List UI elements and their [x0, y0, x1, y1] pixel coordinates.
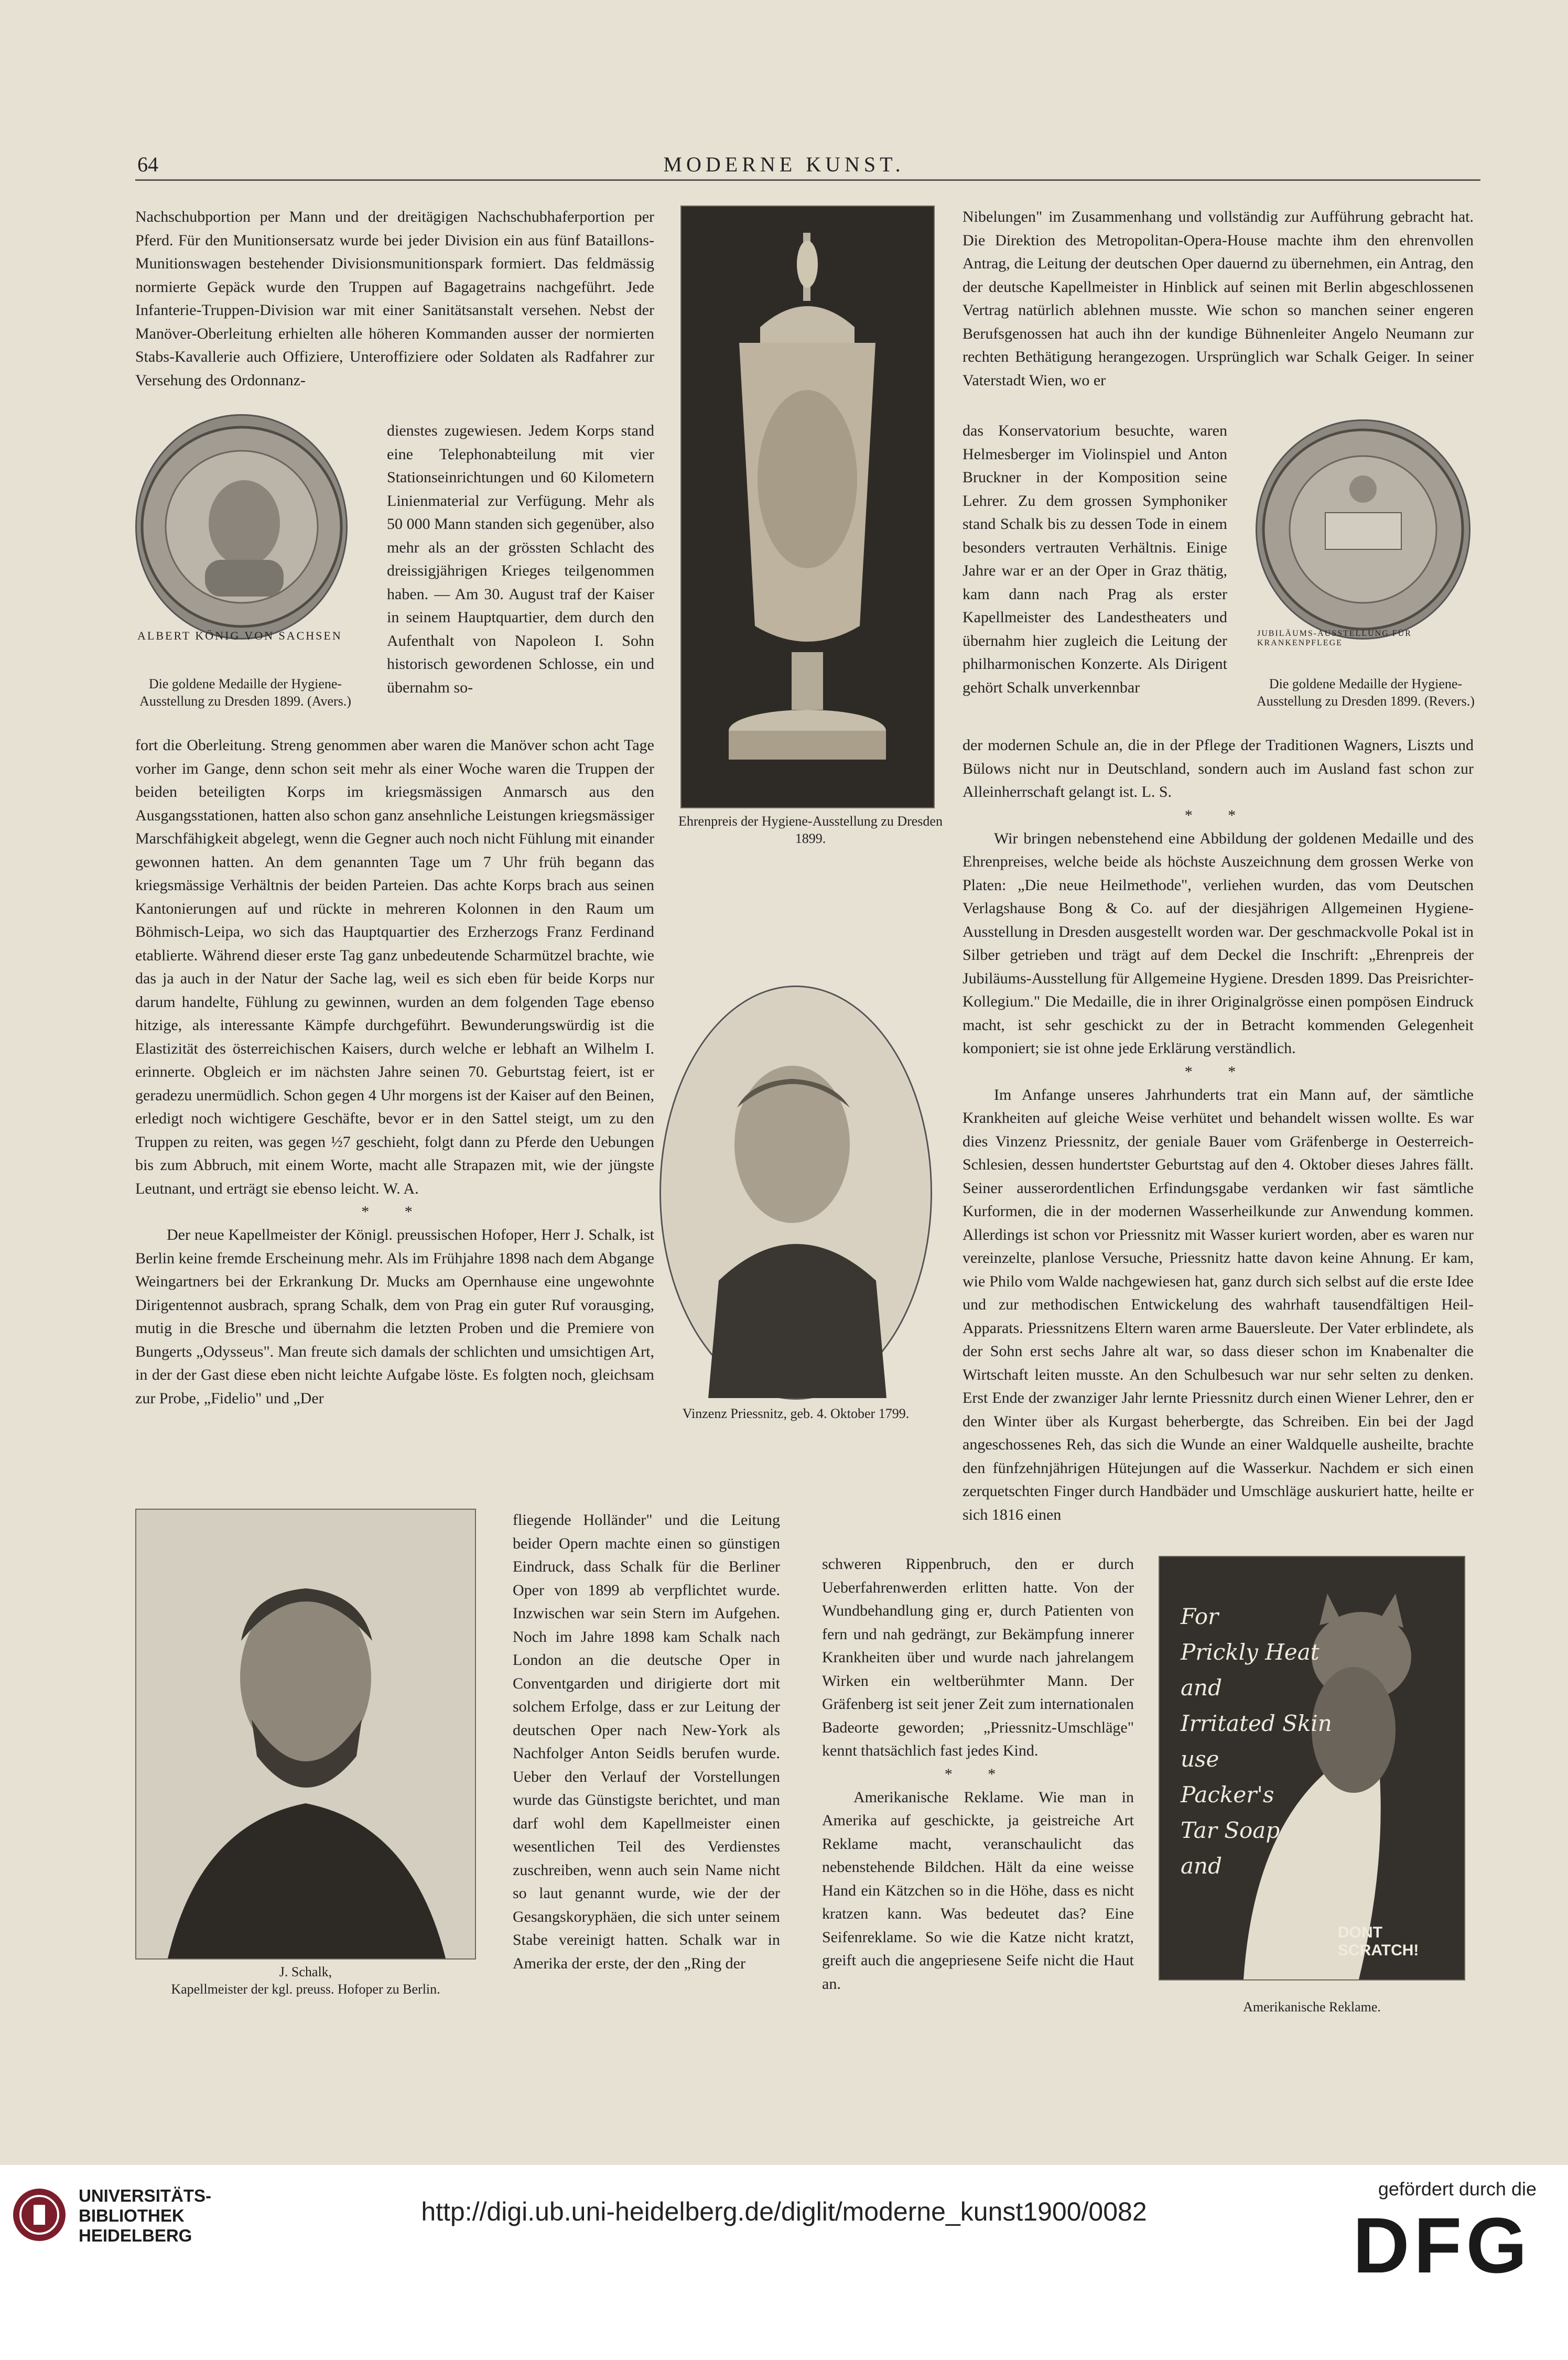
- paragraph: fliegende Holländer" und die Leitung beider Opern machte einen so günstigen Eindruck, dass Schalk für die Berliner Oper von 1899 ab verpflichtet wurde. Inzwischen war sein Stern im Aufgehen. Noch im Jahre 1898 kam Schalk nach London an die deutsche Oper in Conventgarden und dirigierte dort mit solchem Erfolge, dass er zur Leitung der deutschen Oper nach New-York als Nachfolger Anton Seidls berufen wurde. Ueber den Verlauf der Vorstellungen wurde das Günstigste berichtet, und man darf wohl dem Kapellmeister einen wesentlichen Teil des Verdienstes zuschreiben, wenn auch sein Name nicht so laut genannt wurde, wie der der Gesangskoryphäen, die sich unter seinem Stabe vereinigt hatten. Schalk war in Amerika der erste, der den „Ring der: [513, 1511, 780, 1972]
- section-divider: * *: [1184, 806, 1252, 824]
- trophy-illustration: [682, 207, 934, 807]
- section-divider: * *: [361, 1203, 428, 1220]
- right-lower-column: [822, 1553, 1134, 1996]
- paragraph: fort die Oberleitung. Streng genommen aber waren die Manöver schon acht Tage vorher im Gange, denn schon seit mehr als einer Woche waren die Truppen der beiden beteiligten Korps im kriegsmässigen Anmarsch aus den Ausgangsstationen, hatten also schon ganz ansehnliche Leistungen kriegsmässiger Marschfähigkeit abgelegt, wenn die Gegner auch noch nicht Fühlung mit einander gewonnen hatten. An dem genannten Tage um 7 Uhr früh begann das kriegsmässige Verhältnis der beiden Parteien. Das achte Korps brach aus seinen Kantonierungen auf und rückte in mehreren Kolonnen in den Raum um Böhmisch-Leipa, wo sich das Hauptquartier des Erzherzogs Franz Ferdinand etablierte. Während dieser erste Tag ganz unbedeutende Scharmützel brachte, wie das ja auch in der Natur der Sache lag, weil es sich eben für beide Korps nur darum handelte, Fühlung zu gewinnen, wurden an dem folgenden Tage ebenso hitzige, als interessante Kämpfe durchgeführt. Bewunderungswürdig ist die Elastizität des österreichischen Kaisers, durch welche er lebhaft an Wilhelm I. erinnerte. Obgleich er im nächsten Jahre seinen 70. Geburtstag feiert, ist er geradezu unermüdlich. Schon gegen 4 Uhr morgens ist der Kaiser auf den Beinen, erledigt noch wichtigere Geschäfte, bevor er in den Sattel steigt, um zu den Truppen zu reiten, was gegen ½7 geschieht, folgt dann zu Pferde den Uebungen bis zum Abbruch, mit einem Worte, macht alle Strapazen mit, wie der jüngste Leutnant, und erträgt sie ebenso leicht. W. A.: [135, 737, 654, 1197]
- page-number: 64: [137, 153, 158, 176]
- right-column-body: [963, 734, 1474, 1527]
- trophy-caption: Ehrenpreis der Hygiene-Ausstellung zu Dresden 1899.: [678, 814, 943, 846]
- ad-line: and: [1181, 1675, 1222, 1701]
- paragraph: Wir bringen nebenstehend eine Abbildung der goldenen Medaille und des Ehrenpreises, welche beide als höchste Auszeichnung dem grossen Werke von Platen: „Die neue Heilmethode", verliehen wurden, das vom Deutschen Verlagshause Bong & Co. auf der diesjährigen Allgemeinen Hygiene-Ausstellung in Dresden ausgestellt worden war. Der geschmackvolle Pokal ist in Silber getrieben und trägt auf dem Deckel die Inschrift: „Ehrenpreis der Jubiläums-Ausstellung für Allgemeine Hygiene. Dresden 1899. Das Preisrichter-Kollegium." Die Medaille, die in ihrer Originalgrösse einen pompösen Eindruck macht, ist sehr geschickt zu der in Betracht kommenden Gelegenheit komponiert; sie ist ohne jede Erklärung verständlich.: [963, 829, 1474, 1057]
- paragraph: Nibelungen" im Zusammenhang und vollständig zur Aufführung gebracht hat. Die Direktion des Metropolitan-Opera-House machte ihm den ehrenvollen Antrag, die Leitung der deutschen Oper dauernd zu übernehmen, ein Antrag, den der deutsche Kapellmeister in Hinblick auf seinen mit Berlin abgeschlossenen Vertrag natürlich ablehnen musste. Wie schon so manchen seiner engeren Berufsgenossen hat auch ihn der kundige Bühnenleiter Angelo Neumann zur rechten Bethätigung herangezogen. Ursprünglich war Schalk Geiger. In seiner Vaterstadt Wien, wo er: [963, 208, 1474, 389]
- ad-line: Tar Soap: [1181, 1817, 1280, 1843]
- header-rule: [135, 179, 1480, 181]
- medal-avers-caption: Die goldene Medaille der Hygiene-Ausstellung zu Dresden 1899. (Avers.): [139, 676, 351, 709]
- paragraph: Im Anfange unseres Jahrhunderts trat ein Mann auf, der sämtliche Krankheiten auf gleiche Weise verhütet und behandelt wissen wollte. Es war dies Vinzenz Priessnitz, der geniale Bauer vom Gräfenberge in Oesterreich-Schlesien, dessen hundertster Geburtstag auf den 4. Oktober dieses Jahres fällt. Seiner ausserordentlichen Erfindungsgabe verdanken wir fast sämtliche Kurformen, die in der modernen Wasserheilkunde zur Anwendung kommen. Allerdings ist schon vor Priessnitz mit Wasser kuriert worden, aber es waren nur vereinzelte, planlose Versuche, Priessnitz hatte davon keine Ahnung. Er kam, wie Philo vom Walde nachgewiesen hat, ganz durch sich selbst auf die erste Idee und zur methodischen Entwickelung des wahrhaft tausendfältigen Heil-Apparats. Priessnitzens Eltern waren arme Bauersleute. Der Vater erblindete, als der Sohn erst sechs Jahre alt war, so dass dieser schon im Knabenalter die Wirtschaft leiten musste. An den Schulbesuch war nur sehr selten zu denken. Erst Ende der zwanziger Jahr lernte Priessnitz durch einen Wiener Lehrer, den er den Winter über als Kurgast beherbergte, das Schreiben. Ein bei der Jagd angeschossenes Reh, das sich die Wunde an einer Waldquelle ausheilte, brachte den fünfzehnjährigen Hütejungen auf die Wasserkur. Nachdem er sich einen zerquetschten Finger durch Handbäder und Umschläge auskuriert hatte, heilte er sich 1816 einen: [963, 1086, 1474, 1523]
- footer-bar: [0, 2165, 1568, 2360]
- priessnitz-caption: Vinzenz Priessnitz, geb. 4. Oktober 1799.: [682, 1406, 910, 1421]
- medal-avers-legend: ALBERT KÖNIG VON SACHSEN: [137, 629, 342, 642]
- soap-advertisement: [1159, 1556, 1465, 1980]
- section-divider: * *: [1184, 1063, 1252, 1080]
- priessnitz-portrait: [659, 986, 932, 1400]
- paragraph: schweren Rippenbruch, den er durch Ueberfahrenwerden erlitten hatte. Von der Wundbehandlung ging er, durch Patienten von fern und nah gedrängt, zur Bekämpfung innerer Krankheiten über und wurde nach jahrelangem Wirken ein weltberühmter Mann. Der Gräfenberg ist seit jener Zeit zum internationalen Badeorte geworden; „Priessnitz-Umschläge" kennt thatsächlich fast jedes Kind.: [822, 1555, 1134, 1759]
- right-column-top: [963, 205, 1474, 392]
- ad-tagline: DONT SCRATCH!: [1338, 1924, 1419, 1959]
- funding-note: gefördert durch die: [1378, 2178, 1537, 2200]
- schalk-caption-title: Kapellmeister der kgl. preuss. Hofoper zu Berlin.: [171, 1982, 440, 1997]
- section-divider: * *: [944, 1765, 1012, 1783]
- schalk-photo: [135, 1509, 476, 1960]
- ad-line: For: [1181, 1604, 1219, 1629]
- middle-lower-column: [513, 1509, 780, 1975]
- ad-caption: Amerikanische Reklame.: [1243, 1999, 1381, 2015]
- medal-revers-caption: Die goldene Medaille der Hygiene-Ausstellung zu Dresden 1899. (Revers.): [1257, 676, 1475, 709]
- schalk-caption-name: J. Schalk,: [279, 1964, 332, 1979]
- medal-revers-legend: JUBILÄUMS-AUSSTELLUNG FÜR KRANKENPFLEGE: [1257, 629, 1412, 647]
- paragraph: der modernen Schule an, die in der Pflege der Traditionen Wagners, Liszts und Bülows nicht nur in Deutschland, sondern auch im Ausland fast schon zur Alleinherrschaft gelangt ist. L. S.: [963, 737, 1474, 800]
- priessnitz-illustration: [661, 987, 931, 1398]
- permalink-url[interactable]: http://digi.ub.uni-heidelberg.de/diglit/moderne_kunst1900/0082: [421, 2197, 1147, 2226]
- right-narrow-column: [963, 419, 1227, 699]
- paragraph: Amerikanische Reklame. Wie man in Amerika auf geschickte, ja geistreiche Art Reklame macht, veranschaulicht das nebenstehende Bildchen. Hält da eine weisse Hand ein Kätzchen so in die Höhe, dass es nicht kratzen kann. Was bedeutet das? Eine Seifenreklame. So wie die Katze nicht kratzt, greift auch die angepriesene Seife nicht die Haut an.: [822, 1788, 1134, 1993]
- paragraph: dienstes zugewiesen. Jedem Korps stand eine Telephonabteilung mit vier Stationseinrichtungen und 60 Kilometern Linienmaterial zur Verfügung. Mehr als 50 000 Mann standen sich gegenüber, also mehr als an der grössten Schlacht des dreissigjährigen Krieges teilgenommen haben. — Am 30. August traf der Kaiser in seinem Hauptquartier, dem durch den Aufenthalt von Napoleon I. Sohn historisch gewordenen Schlosse, ein und übernahm so-: [387, 422, 654, 696]
- ad-line: use: [1181, 1746, 1219, 1772]
- ad-line: Packer's: [1181, 1782, 1274, 1807]
- left-column-top: [135, 205, 654, 392]
- paragraph: das Konservatorium besuchte, waren Helmesberger im Violinspiel und Anton Bruckner in der Komposition seine Lehrer. Zu dem grossen Symphoniker stand Schalk bis zu dessen Tode in einem besonders vertrauten Verhältnis. Einige Jahre war er an der Oper in Graz thätig, kam dann nach Prag als erster Kapellmeister des Landestheaters und übernahm hier zugleich die Leitung der philharmonischen Konzerte. Als Dirigent gehört Schalk unverkennbar: [963, 422, 1227, 696]
- ad-line: Prickly Heat: [1181, 1639, 1320, 1665]
- medal-revers-illustration: [1257, 421, 1469, 638]
- library-name-line: UNIVERSITÄTS-: [79, 2186, 212, 2205]
- ad-handwritten-text: [1181, 1599, 1332, 1884]
- left-narrow-column: [387, 419, 654, 699]
- medal-revers-image: [1256, 419, 1470, 640]
- ad-line: Irritated Skin: [1181, 1711, 1332, 1736]
- running-title: MODERNE KUNST.: [663, 153, 905, 176]
- paragraph: Der neue Kapellmeister der Königl. preussischen Hofoper, Herr J. Schalk, ist Berlin keine fremde Erscheinung mehr. Als im Frühjahre 1898 nach dem Abgange Weingartners bei der Erkrankung Dr. Mucks am Opernhause eine ungewohnte Dirigentennot ausbrach, sprang Schalk, dem von Prag ein guter Ruf vorausging, mutig in die Bresche und übernahm die letzten Proben und die Premiere von Bungerts „Odysseus". Man freute sich damals der schlichten und umsichtigen Art, in der der Gast diese eben nicht leichte Aufgabe löste. Es folgten noch, gleichsam zur Probe, „Fidelio" und „Der: [135, 1226, 654, 1407]
- dfg-logo: DFG: [1353, 2201, 1531, 2289]
- schalk-illustration: [136, 1510, 475, 1958]
- trophy-photo: [680, 205, 935, 808]
- ad-line: and: [1181, 1853, 1222, 1879]
- library-name-line: BIBLIOTHEK: [79, 2206, 185, 2225]
- medal-avers-image: [135, 414, 348, 640]
- library-name-line: HEIDELBERG: [79, 2226, 192, 2245]
- paragraph: Nachschubportion per Mann und der dreitägigen Nachschubhaferportion per Pferd. Für den Munitionsersatz wurde bei jeder Division ein aus fünf Bataillons-Munitionswagen bestehender Divisionsmunitionspark formiert. Das feldmässig normierte Gepäck wurde den Truppen auf Bagagetrains nachgeführt. Jede Infanterie-Truppen-Division war mit einer Sanitätsanstalt versehen. Nebst der Manöver-Oberleitung erhielten alle höheren Kommanden ausser der normierten Stabs-Kavallerie auch Offiziere, Unteroffiziere oder Soldaten als Radfahrer zur Versehung des Ordonnanz-: [135, 208, 654, 389]
- medal-avers-illustration: [137, 416, 347, 638]
